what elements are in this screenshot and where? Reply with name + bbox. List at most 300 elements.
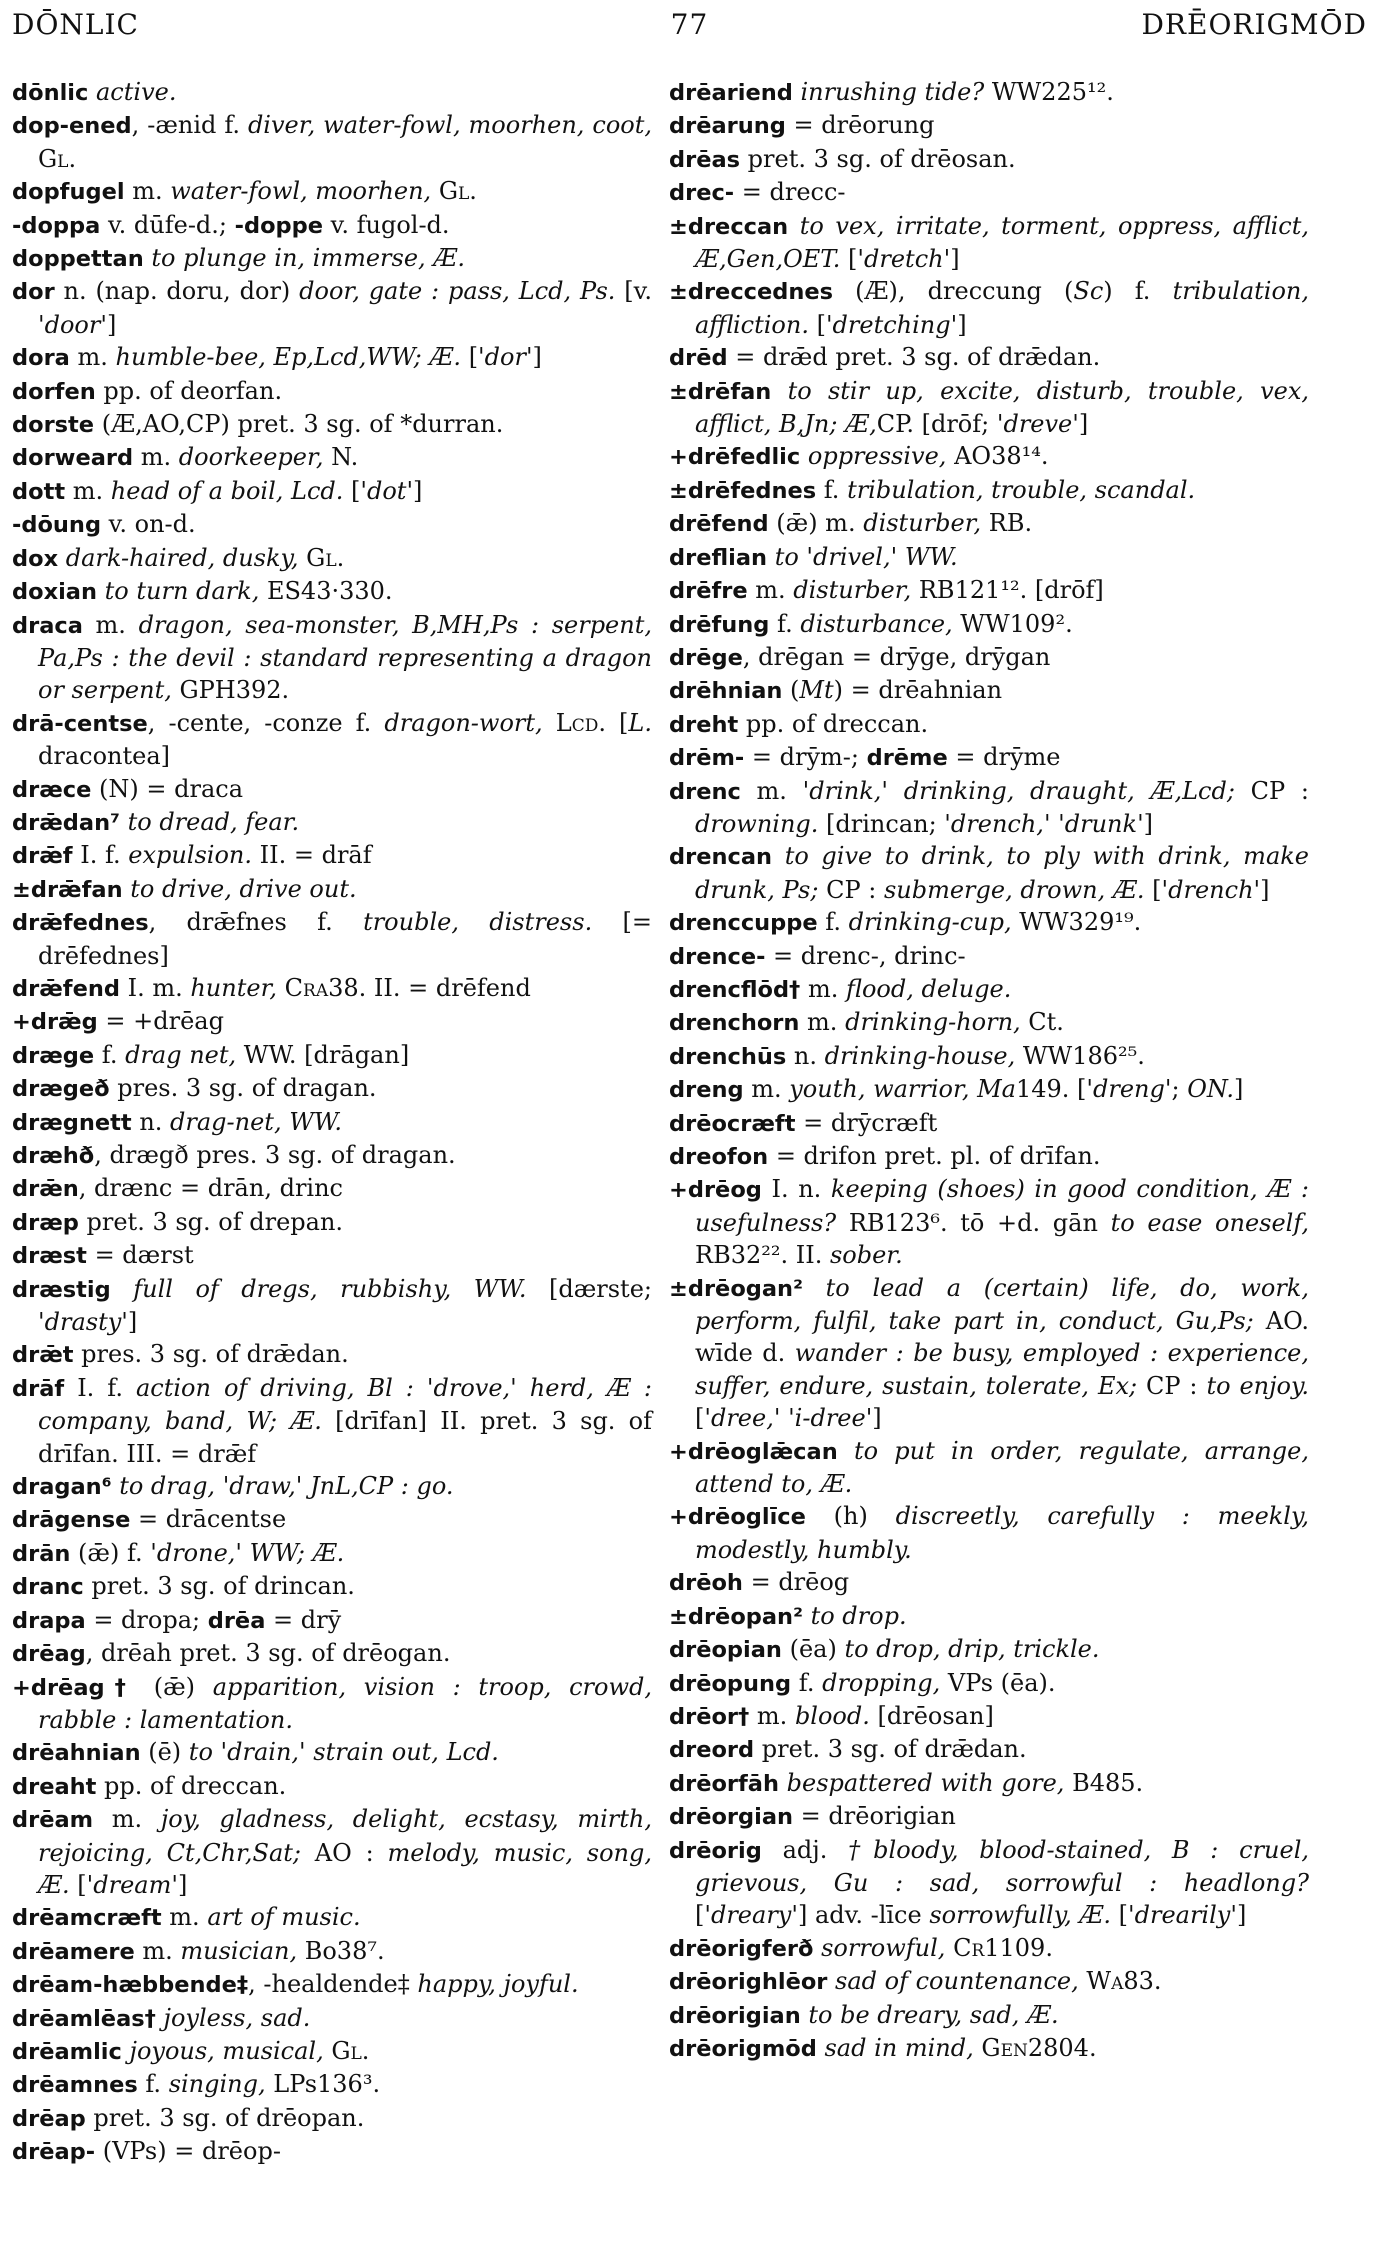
source-abbrev: Gen [981,2033,1028,2062]
entry-text: I. m. [119,973,191,1002]
headword: drenchorn [669,1010,800,1037]
definition-text: joyless, sad. [163,2003,311,2032]
headword: drēorgian [669,1804,794,1831]
dictionary-entry [669,1834,1309,1932]
headword: drāf [12,1375,65,1402]
headword: drēorighlēor [669,1969,828,1996]
entry-text: , drænc = drān, drinc [78,1174,343,1203]
definition-text: musician, [180,1936,298,1965]
definition-text: door [44,310,101,339]
entry-text: B485. [1064,1768,1144,1797]
definition-text: to give to drink, to ply with drink, make drunk, Ps; [695,842,1309,904]
definition-text: dreng [1093,1075,1165,1104]
entry-text: (ǣ) [136,1672,213,1701]
headword: dræst [12,1243,87,1270]
headword: drēariend [669,80,793,106]
headword: drencan [669,844,773,871]
headword: drǣfend [12,975,120,1002]
definition-text: to vex, irritate, torment, oppress, afflict, Æ,Gen,OET. [695,211,1309,274]
entry-text: [= drēfednes] [38,908,652,970]
dictionary-entry [669,375,1309,441]
entry-text [299,544,307,572]
entry-text: , -cente, -conze f. [147,708,385,737]
headword: +drēoglǣcan [669,1438,838,1465]
definition-text: doorkeeper, [178,443,324,472]
dictionary-entry [12,209,652,242]
headword: drapa [12,1607,86,1634]
entry-text: = dropa; [85,1605,208,1634]
headword: ±drēogan² [669,1275,803,1302]
entry-text [945,1934,953,1962]
headword: dreflian [669,544,768,571]
definition-text: sad of countenance, [835,1967,1079,1996]
entry-text: = drēorung [785,111,935,140]
entry-text: = drecc- [734,178,846,207]
headword: drēarung [669,113,786,140]
dictionary-entry [669,940,1309,973]
entry-text: '] [1137,809,1154,838]
headword: drēorfāh [669,1770,780,1797]
entry-text: '] [525,343,542,372]
headword: drēme [866,745,948,772]
headword: drenchūs [669,1043,787,1070]
dictionary-entry [669,1600,1309,1633]
entry-text: n. [131,1107,171,1136]
entry-text [88,78,96,106]
headword: drēamcræft [12,1905,162,1932]
entry-text: [ [605,708,629,737]
definition-text: dark-haired, dusky, [65,543,299,572]
definition-text: to 'drain,' strain out, Lcd. [188,1738,499,1767]
headword: drenccuppe [669,910,818,937]
dictionary-entry [12,1172,652,1205]
entry-text: f. [94,1040,126,1069]
dictionary-entry [669,1173,1309,1271]
entry-text: WW186²⁵. [1015,1041,1145,1070]
entry-text: '] [950,310,967,339]
entry-text: , drǣfnes f. [148,908,364,937]
dictionary-entry [669,608,1309,641]
definition-text: dropping, [822,1668,941,1697]
headword: drence- [669,943,766,970]
headword: dræstig [12,1276,111,1303]
dictionary-entry [12,1901,652,1934]
dictionary-entry [669,1633,1309,1666]
entry-text: = drenc-, drinc- [765,941,966,970]
source-abbrev: Gl. [306,543,345,572]
dictionary-entry [12,441,652,474]
dictionary-entry [669,2032,1309,2065]
headword: ±drǣfan [12,876,123,903]
headword: drēfre [669,578,748,605]
entry-text [813,1934,821,1962]
headword: drēamlēas† [12,2005,156,2032]
entry-text: LPs136³. [265,2070,381,2099]
headword: drēap- [12,2139,96,2166]
headword: drēorigferð [669,1935,814,1962]
headword: ±drēfednes [669,477,817,504]
dictionary-entry [12,773,652,806]
dictionary-entry [12,1770,652,1803]
entry-text: m. [743,1075,790,1104]
dictionary-entry [12,76,652,109]
entry-text: [v. ' [38,277,652,339]
headword: drēorig [669,1837,762,1864]
dictionary-entry [12,408,652,441]
source-abbrev: Lcd. [555,708,606,737]
definition-text: Mt [799,676,834,705]
entry-text: (Æ,AO,CP) pret. 3 sg. of *durran. [94,410,504,439]
dictionary-entry [12,1372,652,1470]
dictionary-entry [12,1803,652,1901]
dictionary-entry [12,1273,652,1339]
entry-text: pret. 3 sg. of drēosan. [740,144,1016,173]
headword: ±drēopan² [669,1603,803,1630]
headword: dreofon [669,1144,769,1170]
definition-text: joyous, musical, [129,2036,324,2065]
entry-text [543,709,556,737]
entry-text: 38. II. = drēfend [328,973,531,1002]
entry-text: v. dūfe-d.; [100,210,235,239]
headword: drēocræft [669,1110,796,1137]
definition-text: hunter, [190,973,278,1002]
entry-text: AO38¹⁴. [946,442,1049,471]
entry-text [827,1967,835,1995]
headword: drēge [669,644,743,671]
headword: -doppe [234,212,324,239]
dictionary-entry [12,1570,652,1603]
entry-text: pret. 3 sg. of drēopan. [85,2103,365,2132]
entry-text: n. (nap. doru, dor) [54,277,300,306]
dictionary-entry [12,275,652,341]
dictionary-entry [12,707,652,773]
definition-text: sorrowfully, Æ. [929,1901,1112,1930]
headword: +drēog [669,1177,762,1204]
definition-text: joy, gladness, delight, ecstasy, mirth, rejoicing, Ct,Chr,Sat; [38,1805,652,1867]
running-head [12,8,1367,48]
definition-text: keeping (shoes) in good condition, Æ : usefulness? [695,1175,1309,1237]
entry-text: , drēgan = drȳge, drȳgan [742,642,1051,671]
entry-text: WW225¹². [984,78,1114,106]
dictionary-entry [669,76,1309,109]
dictionary-entry [12,175,652,208]
headword: dorste [12,412,95,439]
entry-text: [' [808,310,833,339]
definition-text: drunk [1064,809,1138,838]
dictionary-entry [669,840,1309,906]
entry-text: I. f. [64,1373,136,1402]
dictionary-entry [12,972,652,1005]
headword: -dōung [12,512,102,539]
definition-text: i-dree [794,1404,866,1433]
entry-text: '] [865,1404,882,1433]
entry-text: '] [171,1870,188,1899]
definition-text: to be dreary, sad, Æ. [808,2000,1059,2029]
headword: drec- [669,180,735,207]
entry-text: Ct. [1020,1008,1064,1037]
entry-text: RB32²². II. [695,1241,830,1270]
dictionary-entry [669,541,1309,574]
entry-text: [' [69,1870,94,1899]
entry-text: , -healdende‡ [248,1970,418,1999]
entry-text [779,1769,787,1797]
definition-text: youth, warrior, Ma [789,1075,1016,1104]
entry-text: '] [943,245,960,274]
entry-text: GPH392. [171,676,290,705]
headword: drægnett [12,1109,132,1136]
headword: drencflōd† [669,976,801,1003]
entry-text: m. [69,343,116,372]
headword: dreaht [12,1773,97,1800]
entry-text: = drȳme [947,743,1061,772]
entry-text: f. [817,908,849,937]
dictionary-entry [669,1500,1309,1566]
entry-text: Bo38⁷. [297,1936,385,1965]
dictionary-entry [669,1700,1309,1733]
definition-text: full of dregs, rubbishy, WW. [133,1274,527,1303]
entry-text [97,577,105,605]
entry-text: = drācentse [130,1505,287,1534]
definition-text: head of a boil, Lcd. [110,476,344,505]
entry-text: [' [695,1901,711,1930]
dictionary-entry [12,906,652,972]
dictionary-entry [12,839,652,872]
entry-text: m. [93,1805,161,1834]
dictionary-entry [669,143,1309,176]
headword: drēa [207,1607,266,1634]
definition-text: humble-bee, Ep,Lcd,WW; Æ. [115,343,462,372]
entry-text: CP : [1234,776,1309,805]
dictionary-entry [669,973,1309,1006]
dictionary-entry [12,806,652,839]
entry-text [803,1274,826,1302]
definition-text: drinking-cup, [848,908,1012,937]
dictionary-entry [669,1733,1309,1766]
right-column [669,76,1309,2065]
headword: drēoh [669,1570,743,1597]
headword: drēm- [669,745,745,772]
dictionary-entry [12,1039,652,1072]
entry-text: f. [791,1668,823,1697]
definition-text: dretch [864,245,944,274]
definition-text: drasty [44,1308,122,1337]
definition-text: to enjoy. [1206,1371,1309,1400]
headword: drēamlic [12,2038,122,2065]
definition-text: to ease oneself, [1110,1208,1310,1237]
definition-text: diver, water-fowl, moorhen, coot, [247,111,652,140]
entry-text: '] [406,476,423,505]
entry-text: I. n. [761,1175,831,1204]
entry-text: pret. 3 sg. of drepan. [78,1207,344,1236]
entry-text [122,2037,130,2065]
definition-text: disturbance, [800,609,953,638]
dictionary-entry [12,609,652,707]
entry-text: 149. [' [1015,1075,1094,1104]
headword: dop-ened [12,113,132,140]
entry-text: RB. [981,509,1033,538]
entry-text: pret. 3 sg. of drincan. [83,1572,355,1601]
dictionary-entry [12,375,652,408]
headword: dorweard [12,445,134,472]
entry-text [156,2004,164,2032]
entry-text: dracontea] [38,742,171,771]
dictionary-entry [12,1637,652,1670]
dictionary-entry [669,275,1309,341]
headword: drēam [12,1807,94,1834]
entry-text: ( [782,676,800,705]
headword: doppettan [12,246,144,273]
definition-text: trouble, distress. [363,908,593,937]
entry-text: N. [323,443,359,472]
definition-text: dot [366,476,407,505]
entry-text: pret. 3 sg. of drǣdan. [754,1735,1027,1764]
dictionary-entry [12,1139,652,1172]
entry-text: [' [695,1404,711,1433]
entry-text: [drīfan] II. pret. 3 sg. of drīfan. III. = drǣf [38,1407,652,1468]
entry-text: f. [769,609,801,638]
definition-text: Sc [1073,277,1104,306]
entry-text: = +drēag [97,1007,224,1036]
definition-text: happy, joyful. [417,1970,579,1999]
dictionary-entry [12,2135,652,2168]
headword: drēopian [669,1637,782,1664]
definition-text: to plunge in, immerse, Æ. [151,244,465,273]
entry-text: (ēa) [781,1635,845,1664]
entry-text: [' [461,343,485,372]
definition-text: art of music. [207,1903,361,1932]
definition-text: discreetly, carefully : meekly, modestly, humbly. [695,1502,1309,1564]
entry-text: WW109². [952,609,1073,638]
entry-text: 83. [1123,1967,1162,1996]
entry-text: WW. [drāgan] [236,1040,410,1069]
entry-text: AO. wīde d. [695,1307,1309,1368]
headword: -doppa [12,212,101,239]
headword: drān [12,1540,71,1567]
entry-text: m. [800,974,846,1003]
dictionary-entry [669,1767,1309,1800]
definition-text: to drive, drive out. [130,874,357,903]
definition-text: apparition, vision : troop, crowd, rabble : lamentation. [38,1672,653,1734]
headword: drǣn [12,1176,79,1203]
dictionary-entry [669,1140,1309,1173]
headword: drenc [669,778,741,805]
dictionary-entry [669,1040,1309,1073]
dictionary-entry [12,2102,652,2135]
entry-text: [dærste; ' [38,1274,652,1337]
dictionary-entry [669,507,1309,540]
entry-text: RB121¹². [drōf] [911,576,1104,605]
dictionary-entry [669,674,1309,707]
dictionary-entry [669,1999,1309,2032]
definition-text: action of driving, Bl : 'drove,' herd, Æ : company, band, W; Æ. [38,1373,652,1436]
header-right-guideword: DRĒORIGMŌD [1141,8,1367,41]
dictionary-entry [669,741,1309,774]
definition-text: L. [628,708,652,737]
definition-text: drearily [1134,1901,1231,1930]
source-abbrev: Gl. [331,2036,370,2065]
headword: +drēag† [12,1674,137,1701]
headword: +drēoglīce [669,1504,806,1531]
entry-text: '; [1164,1075,1188,1104]
dictionary-entry [669,1272,1309,1435]
headword: dox [12,545,59,572]
headword: drāgense [12,1507,131,1534]
entry-text: m. [747,576,794,605]
definition-text: melody, music, song, Æ. [38,1838,653,1899]
headword: drǣdan⁷ [12,809,120,836]
entry-text: '] [121,1308,138,1337]
headword: dragan⁶ [12,1474,112,1501]
dictionary-entry [12,1470,652,1503]
entry-text: (ǣ) f. [70,1538,151,1567]
definition-text: tribulation, affliction. [695,277,1310,339]
headword: drēap [12,2105,86,2132]
entry-text: m. [161,1903,208,1932]
definition-text: to drag, 'draw,' JnL,CP : go. [119,1472,454,1501]
definition-text: to turn dark, [104,577,260,606]
entry-text [800,442,808,470]
entry-text: 1109. [984,1933,1053,1962]
entry-text: ) = drēahnian [833,676,1003,705]
entry-text: = drȳ [265,1605,342,1634]
dictionary-entry [669,341,1309,374]
dictionary-entry [12,1935,652,1968]
headword: dræp [12,1209,79,1236]
headword: +drēfedlic [669,444,801,471]
dictionary-entry [669,176,1309,209]
entry-text [772,842,785,870]
entry-text: VPs (ēa). [940,1668,1056,1697]
dictionary-entry [12,1537,652,1570]
entry-text: pp. of deorfan. [95,376,283,405]
dictionary-entry [669,1566,1309,1599]
dictionary-entry [12,1072,652,1105]
definition-text: flood, deluge. [845,974,1012,1003]
entry-text: II. = drāf [252,841,372,870]
definition-text: singing, [168,2070,266,2099]
dictionary-entry [669,775,1309,841]
entry-text: [' [343,476,367,505]
headword: drēd [669,345,728,372]
entry-text: '] [1230,1901,1247,1930]
dictionary-entry [669,574,1309,607]
headword: drēam-hæbbende‡ [12,1972,249,1999]
entry-text: (VPs) = drēop- [95,2137,281,2166]
entry-text: , drēah pret. 3 sg. of drēogan. [85,1639,451,1668]
entry-text: (h) [805,1502,896,1531]
entry-text [788,212,800,240]
entry-text: '] [1072,410,1089,439]
entry-text: I. f. [72,841,129,870]
dictionary-entry [669,906,1309,939]
definition-text: †bloody, blood-stained, B : cruel, grievous, Gu : sad, sorrowful : headlong? [695,1835,1310,1897]
dictionary-entry [12,2002,652,2035]
headword: drægeð [12,1076,110,1103]
entry-text [120,808,128,836]
headword: drēopung [669,1670,792,1697]
entry-text: v. fugol-d. [323,210,450,239]
headword: dōnlic [12,80,89,106]
entry-text: ) f. [1103,277,1173,306]
dictionary-entry [12,1239,652,1272]
headword: ±dreccan [669,213,789,240]
headword: drēag [12,1641,86,1668]
dictionary-entry [12,1736,652,1769]
headword: dopfugel [12,179,125,206]
entry-text [767,543,775,571]
entry-text: 2804. [1027,2033,1097,2062]
dictionary-entry [669,109,1309,142]
